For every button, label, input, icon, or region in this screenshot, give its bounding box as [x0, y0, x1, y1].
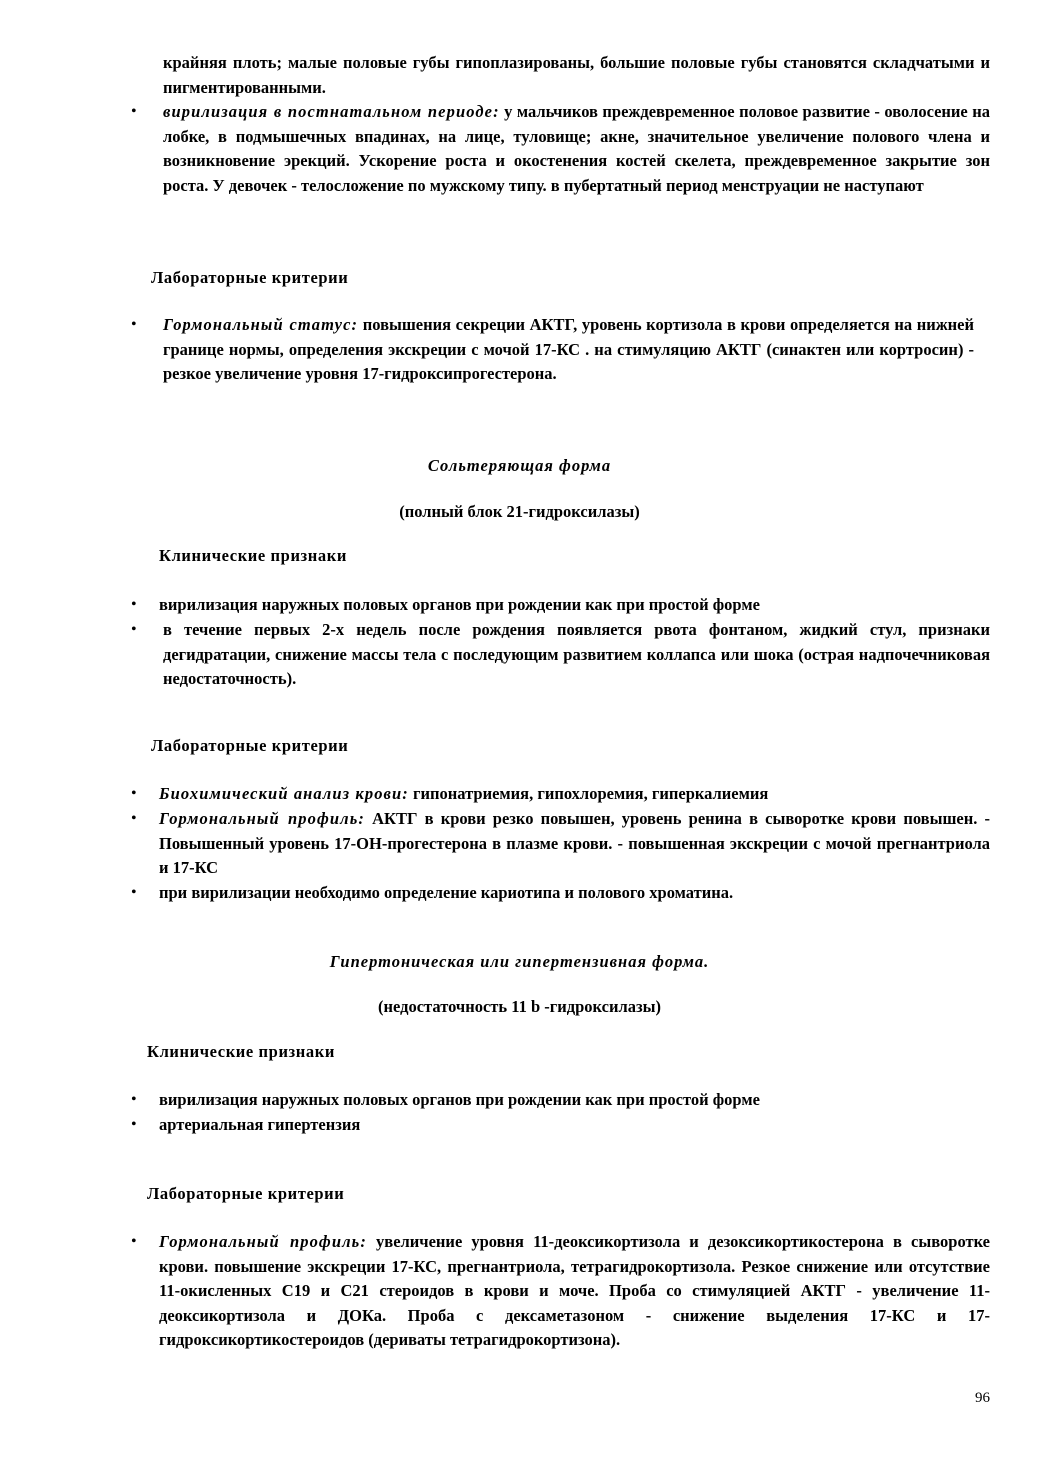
hormonal-status-item — [163, 313, 974, 387]
hyper-clinical-item-2: артериальная гипертензия — [159, 1115, 361, 1134]
hypertensive-title: Гипертоническая или гипертензивная форма. — [329, 952, 710, 971]
hypertensive-subtitle: (недостаточность 11 b -гидроксилазы) — [378, 997, 661, 1016]
postnatal-text: у мальчиков преждевременное половое развитие - оволосение на лобке, в подмышечных впадинах, на лице, туловище; акне, значительное увеличение полового члена и возникновение эрекций. Ускорение роста и окостенения костей скелета, преждевременное закрытие зон роста. У девочек - телосложение по мужскому типу. в пубертатный период менструации не наступают — [163, 102, 990, 195]
bullet-marker: • — [131, 596, 137, 613]
bullet-marker: • — [131, 103, 137, 120]
hormonal-status-text: повышения секреции АКТГ, уровень кортизола в крови определяется на нижней границе нормы, определения экскреции с мочой 17-КС . на стимуляцию АКТГ (синактен или кортросин) - резкое увеличение уровня 17-гидроксипрогестерона. — [163, 315, 975, 383]
bullet-marker: • — [131, 621, 137, 638]
lab-criteria-heading-1: Лабораторные критерии — [151, 268, 349, 287]
salt-wasting-subtitle: (полный блок 21-гидроксилазы) — [399, 502, 640, 521]
salt-clinical-item-1: вирилизация наружных половых органов при рождении как при простой форме — [159, 595, 760, 614]
salt-clinical-item-2: в течение первых 2-х недель после рождения появляется рвота фонтаном, жидкий стул, признаки дегидратации, снижение массы тела с последующим развитием коллапса или шока (острая надпочечниковая недостаточность). — [163, 620, 990, 688]
clinical-signs-heading-1: Клинические признаки — [159, 546, 347, 565]
salt-profile-text: АКТГ в крови резко повышен, уровень ренина в сыворотке крови повышен. - Повышенный уровень 17-ОН-прогестерона в плазме крови. - повышенная экскреции с мочой прегнантриола и 17-КС — [159, 809, 990, 877]
hyper-profile-lead: Гормональный профиль: — [159, 1232, 367, 1251]
bullet-marker: • — [131, 785, 137, 802]
biochem-lead: Биохимический анализ крови: — [159, 784, 409, 803]
hyper-hormonal-profile-item — [159, 1230, 990, 1353]
biochem-text: гипонатриемия, гипохлоремия, гиперкалиемия — [413, 784, 769, 803]
bullet-marker: • — [131, 810, 137, 827]
page-number: 96 — [975, 1390, 990, 1406]
bullet-marker: • — [131, 1116, 137, 1133]
hyper-clinical-item-1: вирилизация наружных половых органов при рождении как при простой форме — [159, 1090, 760, 1109]
bullet-marker: • — [131, 1233, 137, 1250]
salt-wasting-title: Сольтеряющая форма — [427, 456, 612, 475]
bullet-marker: • — [131, 316, 137, 333]
biochem-item — [159, 782, 990, 807]
bullet-marker: • — [131, 884, 137, 901]
hyper-profile-text: увеличение уровня 11-деоксикортизола и дезоксикортикостерона в сыворотке крови. повышение экскреции 17-КС, прегнантриола, тетрагидрокортизола. Резкое снижение или отсутствие 11-окисленных С19 и С21 стероидов в крови и моче. Проба со стимуляцией АКТГ - увеличение 11-деоксикортизола и ДОКа. Проба с дексаметазоном - снижение выделения 17-КС и 17-гидроксикортикостероидов (дериваты тетрагидрокортизона). — [159, 1232, 990, 1349]
postnatal-virilization-item — [163, 100, 990, 198]
lab-criteria-heading-3: Лабораторные критерии — [147, 1184, 345, 1203]
karyotype-item: при вирилизации необходимо определение кариотипа и полового хроматина. — [159, 883, 734, 902]
salt-hormonal-profile-item — [159, 807, 990, 881]
clinical-signs-heading-2: Клинические признаки — [147, 1042, 335, 1061]
intro-continuation: крайняя плоть; малые половые губы гипоплазированы, большие половые губы становятся складчатыми и пигментированными. — [163, 53, 990, 97]
salt-profile-lead: Гормональный профиль: — [159, 809, 365, 828]
bullet-marker: • — [131, 1091, 137, 1108]
lab-criteria-heading-2: Лабораторные критерии — [151, 736, 349, 755]
hormonal-status-lead: Гормональный статус: — [163, 315, 359, 334]
postnatal-lead: вирилизация в постнатальном периоде: — [163, 102, 500, 121]
